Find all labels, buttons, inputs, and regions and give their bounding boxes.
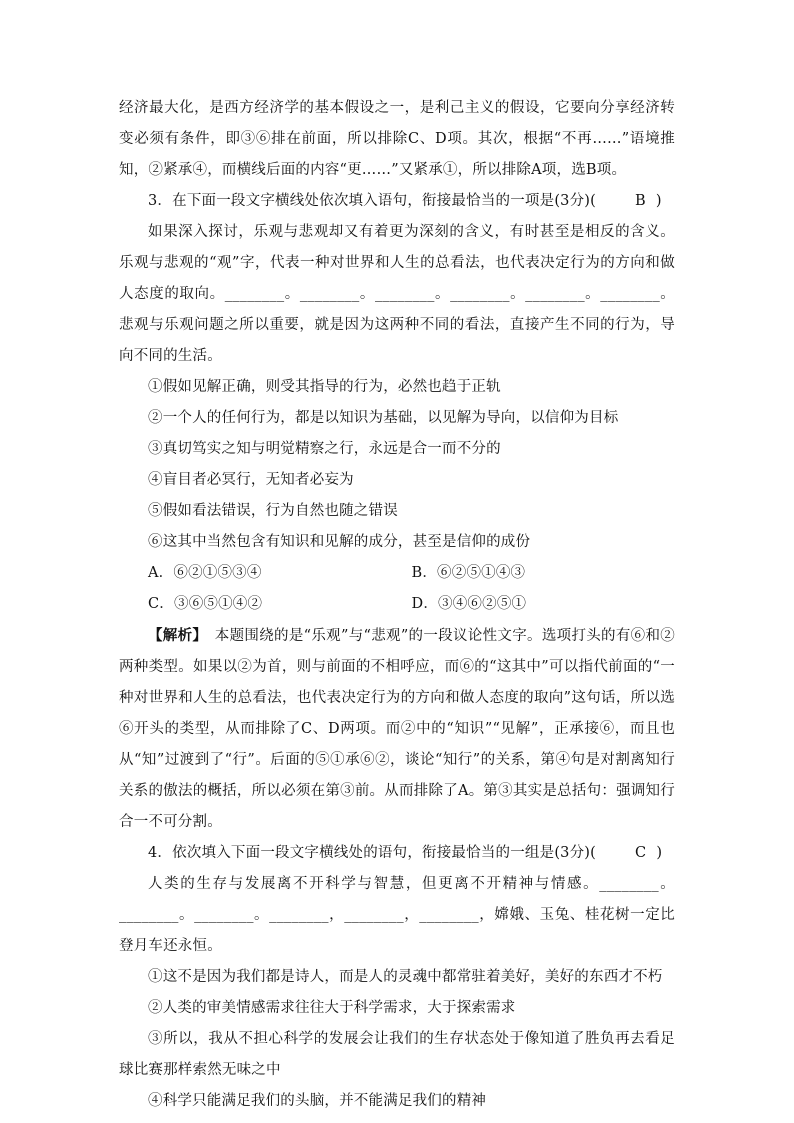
question-3-choices-row-2	[119, 589, 675, 620]
question-4-item: ④科学只能满足我们的头脑，并不能满足我们的精神	[148, 1093, 487, 1109]
question-4-item: ③所以，我从不担心科学的发展会让我们的生存状态处于像知道了胜负再去看足球比赛那样索然无味之中	[119, 1031, 675, 1078]
choice-a: A．⑥②①⑤③④	[148, 565, 262, 581]
question-4-item: ①这不是因为我们都是诗人，而是人的灵魂中都常驻着美好，美好的东西才不朽	[148, 969, 663, 985]
question-4-stem-text: 4．依次填入下面一段文字横线处的语句，衔接最恰当的一组是(3分)(	[148, 845, 597, 861]
choice-d: D．③④⑥②⑤①	[411, 596, 527, 612]
question-3-item: ②一个人的任何行为，都是以知识为基础，以见解为导向，以信仰为目标	[148, 410, 619, 426]
question-3-stem	[119, 186, 675, 217]
question-3-item: ⑥这其中当然包含有知识和见解的成分，甚至是信仰的成份	[148, 534, 531, 550]
question-3-answer: B	[635, 193, 646, 209]
question-4-item: ②人类的审美情感需求往往大于科学需求，大于探索需求	[148, 1000, 516, 1016]
previous-analysis-paragraph: 经济最大化，是西方经济学的基本假设之一，是利己主义的假设，它要向分享经济转变必须有条件，即③⑥排在前面，所以排除C、D项。其次，根据“不再……”语境推知，②紧承④，而横线后面的内容“更……”又紧承①，所以排除A项，选B项。	[119, 100, 675, 178]
question-4-answer: C	[635, 845, 647, 861]
question-4-passage: 人类的生存与发展离不开科学与智慧，但更离不开精神与情感。________。________。________。________，________，________，嫦娥、玉兔、桂花树一定比登月车还永恒。	[119, 876, 675, 954]
question-3-item: ⑤假如看法错误，行为自然也随之错误	[148, 503, 398, 519]
analysis-label: 【解析】	[148, 627, 200, 644]
choice-c: C．③⑥⑤①④②	[148, 596, 263, 612]
question-3-stem-close: )	[655, 193, 662, 209]
question-3-choices-row-1	[119, 558, 675, 589]
question-3-item: ④盲目者必冥行，无知者必妄为	[148, 472, 354, 488]
document-body	[119, 93, 675, 1117]
question-3-stem-text: 3．在下面一段文字横线处依次填入语句，衔接最恰当的一项是(3分)(	[148, 193, 597, 209]
choice-b: B．⑥②⑤①④③	[411, 565, 526, 581]
analysis-text: 本题围绕的是“乐观”与“悲观”的一段议论性文字。选项打头的有⑥和②两种类型。如果以②为首，则与前面的不相呼应，而⑥的“这其中”可以指代前面的“一种对世界和人生的总看法，也代表决定行为的方向和做人态度的取向”这句话，所以选⑥开头的类型，从而排除了C、D两项。而②中的“知识”“见解”，正承接⑥，而且也从“知”过渡到了“行”。后面的⑤①承⑥②，谈论“知行”的关系，第④句是对割离知行关系的傲法的概括，所以必须在第③前。从而排除了A。第③其实是总括句：强调知行合一不可分割。	[119, 628, 675, 830]
question-3-item: ③真切笃实之知与明觉精察之行，永远是合一而不分的	[148, 441, 501, 457]
question-4-stem-close: )	[656, 845, 663, 861]
question-3-passage: 如果深入探讨，乐观与悲观却又有着更为深刻的含义，有时甚至是相反的含义。乐观与悲观的“观”字，代表一种对世界和人生的总看法，也代表决定行为的方向和做人态度的取向。________。________。________。________。________。________。悲观与乐观问题之所以重要，就是因为这两种不同的看法，直接产生不同的行为，导向不同的生活。	[119, 224, 675, 364]
question-3-analysis	[119, 620, 675, 838]
question-4-stem	[119, 838, 675, 869]
question-3-item: ①假如见解正确，则受其指导的行为，必然也趋于正轨	[148, 379, 501, 395]
